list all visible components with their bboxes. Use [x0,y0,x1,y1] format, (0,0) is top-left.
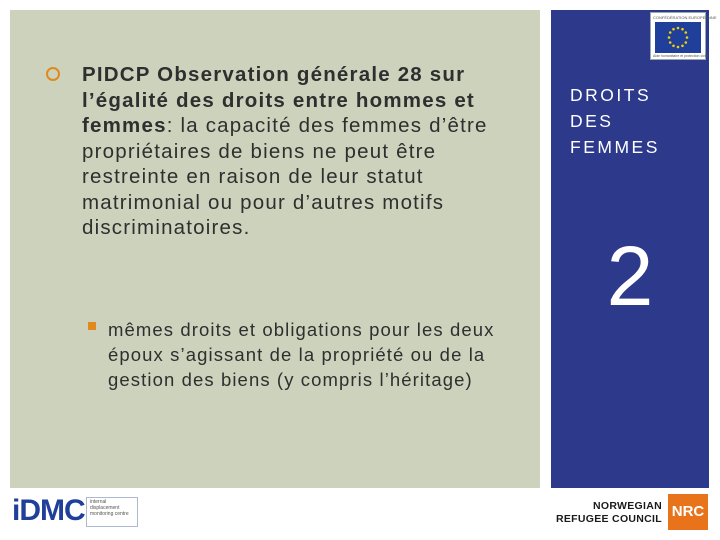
sidebar-title-line2: DES [570,111,614,131]
sidebar-title-line3: FEMMES [570,137,660,157]
sidebar-title-line1: DROITS [570,85,652,105]
nrc-name-line2: REFUGEE COUNCIL [555,513,662,525]
slide-number: 2 [606,229,654,323]
circle-bullet-icon [46,67,60,81]
eu-stars-icon [655,22,701,53]
eu-caption: CONFÉDÉRATION EUROPÉENNE [653,15,717,20]
eu-subcaption: Aide humanitaire et protection civile [653,54,709,58]
heading-bold: PIDCP Observation générale 28 sur l’égalité des droits entre hommes et femmes [82,63,475,137]
eu-flag-icon [655,22,701,53]
eu-logo [650,12,717,60]
nrc-logo [552,492,712,532]
sidebar-title [570,82,700,160]
square-bullet-icon [88,322,96,330]
main-paragraph [82,62,522,241]
nrc-name-line1: NORWEGIAN [592,500,662,512]
heading-rest: : la capacité des femmes d’être propriétaires de biens ne peut être restreinte en raison de leur statut matrimonial ou pour d’autres motifs discriminatoires. [82,114,488,239]
nrc-badge: NRC [668,494,708,530]
idmc-logo [12,494,138,527]
sub-item-text: mêmes droits et obligations pour les deux époux s’agissant de la propriété ou de la gestion des biens (y compris l’héritage) [108,319,495,390]
idmc-wordmark: iDMC [12,494,85,527]
idmc-tagline: internal displacement monitoring centre [90,499,129,517]
